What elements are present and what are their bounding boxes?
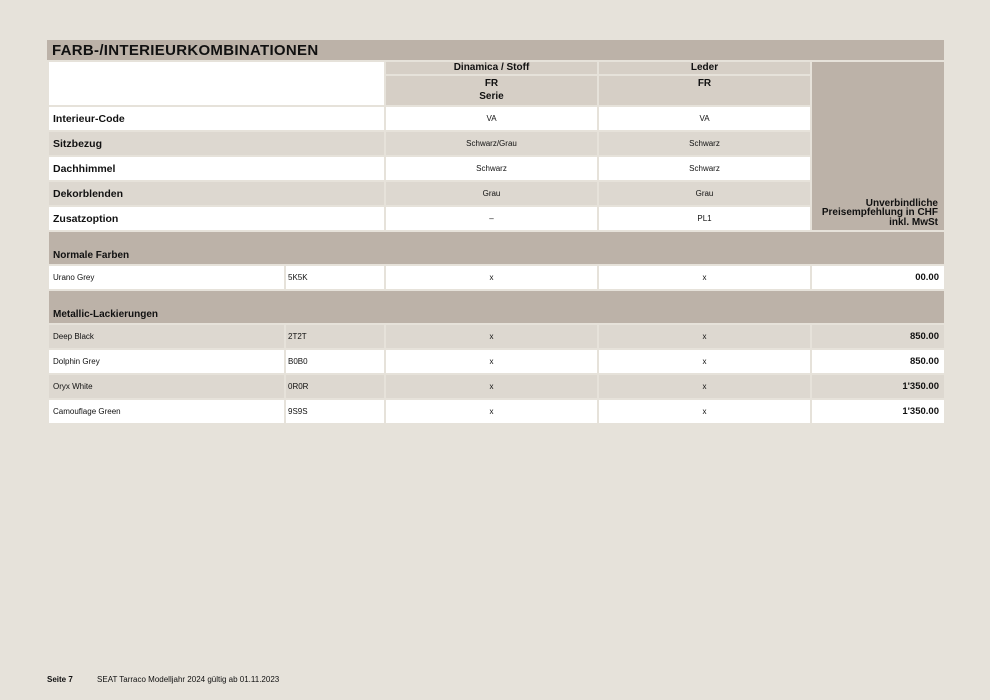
section-header-row xyxy=(48,231,945,265)
availability-mark: x xyxy=(385,349,598,374)
availability-mark: x xyxy=(598,399,811,424)
feature-label: Dachhimmel xyxy=(48,156,385,181)
color-code: 9S9S xyxy=(285,399,385,424)
feature-value: Schwarz xyxy=(598,131,811,156)
feature-label: Dekorblenden xyxy=(48,181,385,206)
feature-value: – xyxy=(385,206,598,231)
footer-text: SEAT Tarraco Modelljahr 2024 gültig ab 01.11.2023 xyxy=(97,675,280,684)
color-name: Urano Grey xyxy=(48,265,285,290)
column-subheader-leder xyxy=(598,75,811,106)
feature-row xyxy=(48,131,945,156)
color-name: Deep Black xyxy=(48,324,285,349)
color-price: 00.00 xyxy=(811,265,945,290)
page-footer xyxy=(47,675,279,684)
availability-mark: x xyxy=(598,324,811,349)
standard-label: Serie xyxy=(479,91,504,102)
section-title: Metallic-Lackierungen xyxy=(48,290,945,324)
column-subheader-dinamica xyxy=(385,75,598,106)
feature-value: Schwarz/Grau xyxy=(385,131,598,156)
color-name: Camouflage Green xyxy=(48,399,285,424)
section-header-row xyxy=(48,290,945,324)
column-header-dinamica: Dinamica / Stoff xyxy=(385,61,598,75)
section-title: Normale Farben xyxy=(48,231,945,265)
feature-value: Grau xyxy=(598,181,811,206)
page-title: FARB-/INTERIEURKOMBINATIONEN xyxy=(52,42,319,59)
feature-row xyxy=(48,206,945,231)
availability-mark: x xyxy=(598,374,811,399)
color-code: 5K5K xyxy=(285,265,385,290)
color-code: B0B0 xyxy=(285,349,385,374)
color-price: 850.00 xyxy=(811,349,945,374)
price-header: Unverbindliche Preisempfehlung in CHF inkl. MwSt xyxy=(811,61,945,231)
availability-mark: x xyxy=(598,349,811,374)
feature-row xyxy=(48,106,945,131)
page-number: Seite 7 xyxy=(47,675,73,684)
trim-label: FR xyxy=(484,78,499,89)
color-name: Oryx White xyxy=(48,374,285,399)
column-header-leder: Leder xyxy=(598,61,811,75)
feature-value: Schwarz xyxy=(385,156,598,181)
color-price: 1'350.00 xyxy=(811,374,945,399)
feature-row xyxy=(48,156,945,181)
color-row xyxy=(48,374,945,399)
availability-mark: x xyxy=(385,399,598,424)
color-row xyxy=(48,324,945,349)
feature-row xyxy=(48,181,945,206)
color-row xyxy=(48,265,945,290)
availability-mark: x xyxy=(598,265,811,290)
combination-grid xyxy=(47,60,946,425)
color-code: 0R0R xyxy=(285,374,385,399)
availability-mark: x xyxy=(385,265,598,290)
feature-value: Schwarz xyxy=(598,156,811,181)
feature-value: VA xyxy=(385,106,598,131)
feature-value: PL1 xyxy=(598,206,811,231)
feature-label: Sitzbezug xyxy=(48,131,385,156)
feature-label: Interieur-Code xyxy=(48,106,385,131)
color-price: 850.00 xyxy=(811,324,945,349)
color-code: 2T2T xyxy=(285,324,385,349)
availability-mark: x xyxy=(385,374,598,399)
header-empty-cell xyxy=(48,61,385,106)
color-row xyxy=(48,399,945,424)
color-price: 1'350.00 xyxy=(811,399,945,424)
feature-value: VA xyxy=(598,106,811,131)
color-name: Dolphin Grey xyxy=(48,349,285,374)
feature-label: Zusatzoption xyxy=(48,206,385,231)
trim-label: FR xyxy=(697,78,712,89)
availability-mark: x xyxy=(385,324,598,349)
feature-value: Grau xyxy=(385,181,598,206)
color-interior-table xyxy=(47,40,944,425)
color-row xyxy=(48,349,945,374)
